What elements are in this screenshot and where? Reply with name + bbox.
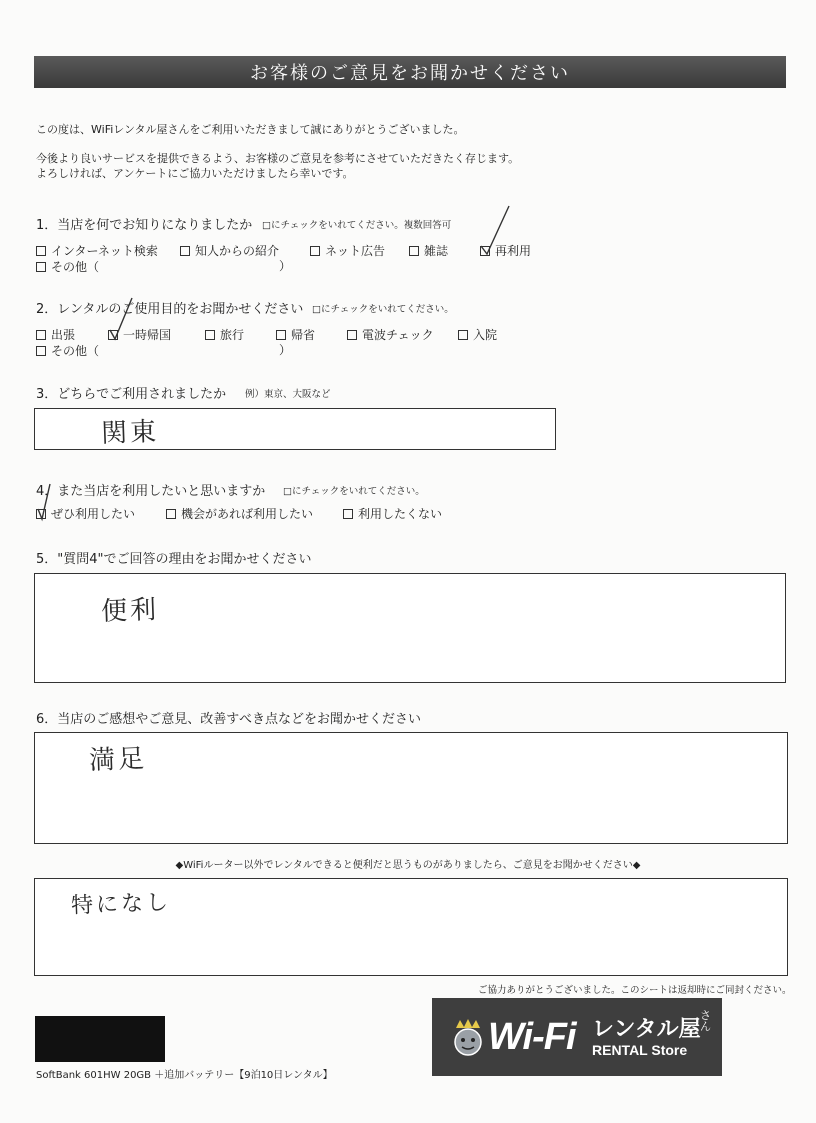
q3-answer: 関東 [100, 416, 160, 450]
q2-option-travel[interactable]: 旅行 [205, 326, 244, 343]
intro-purpose: 今後より良いサービスを提供できるよう、お客様のご意見を参考にさせていただきたく存じます。 [36, 152, 520, 165]
q2-other-close: ） [279, 343, 292, 357]
q6-answer: 満足 [88, 743, 148, 777]
q1-option-referral[interactable]: 知人からの紹介 [180, 242, 279, 259]
q6-title: 6．当店のご感想やご意見、改善すべき点などをお聞かせください [36, 712, 422, 727]
q2-note: □にチェックをいれてください。 [312, 304, 454, 315]
q4-option-definitely[interactable]: ぜひ利用したい [36, 505, 135, 522]
q4-option-if-chance[interactable]: 機会があれば利用したい [166, 505, 313, 522]
q3-title: 3．どちらでご利用されましたか [36, 387, 227, 402]
logo-san: さん [700, 1009, 711, 1033]
order-summary: SoftBank 601HW 20GB ＋追加バッテリー【9泊10日レンタル】 [36, 1070, 333, 1081]
q4-option-no[interactable]: 利用したくない [343, 505, 442, 522]
form-title: お客様のご意見をお聞かせください [250, 63, 570, 84]
logo-store: RENTAL Store [592, 1042, 688, 1058]
footer-thanks: ご協力ありがとうございました。このシートは返却時にご同封ください。 [478, 985, 792, 996]
q4-note: □にチェックをいれてください。 [283, 486, 425, 497]
q2-title: 2．レンタルのご使用目的をお聞かせください [36, 302, 304, 317]
q2-option-homecoming[interactable]: 帰省 [276, 326, 315, 343]
q1-note: □にチェックをいれてください。複数回答可 [262, 220, 452, 231]
logo-rental-name: レンタル屋 [592, 1017, 701, 1042]
q5-title: 5．"質問4"でご回答の理由をお聞かせください [36, 552, 312, 567]
q2-option-signal-check[interactable]: 電波チェック [347, 326, 434, 343]
q4-check-mark [38, 484, 50, 519]
q1-option-net-ad[interactable]: ネット広告 [310, 242, 385, 259]
q1-option-other[interactable]: その他（ [36, 258, 99, 275]
q2-option-other[interactable]: その他（ [36, 342, 99, 359]
q2-option-hospital[interactable]: 入院 [458, 326, 497, 343]
q1-option-magazine[interactable]: 雑誌 [409, 242, 448, 259]
q7-answer: 特になし [70, 890, 172, 919]
intro-thanks: この度は、WiFiレンタル屋さんをご利用いただきまして誠にありがとうございました。 [36, 123, 465, 136]
q1-other-close: ） [279, 259, 292, 273]
q2-check-mark [110, 298, 132, 339]
intro-request: よろしければ、アンケートにご協力いただけましたら幸いです。 [36, 167, 354, 180]
q2-option-business-trip[interactable]: 出張 [36, 326, 75, 343]
q2-option-temporary-return[interactable]: 一時帰国 [108, 326, 171, 343]
q7-title: ◆WiFiルーター以外でレンタルできると便利だと思うものがありましたら、ご意見をお聞かせください◆ [175, 860, 641, 871]
logo-wifi: Wi-Fi [488, 1016, 576, 1058]
q1-option-reuse[interactable]: 再利用 [480, 242, 531, 259]
q1-option-internet-search[interactable]: インターネット検索 [36, 242, 158, 259]
q1-check-mark [481, 206, 509, 254]
q4-title: 4．また当店を利用したいと思いますか [36, 484, 266, 499]
q3-note: 例）東京、大阪など [245, 389, 331, 400]
q1-title: 1．当店を何でお知りになりましたか [36, 218, 253, 233]
q5-answer: 便利 [100, 594, 160, 628]
